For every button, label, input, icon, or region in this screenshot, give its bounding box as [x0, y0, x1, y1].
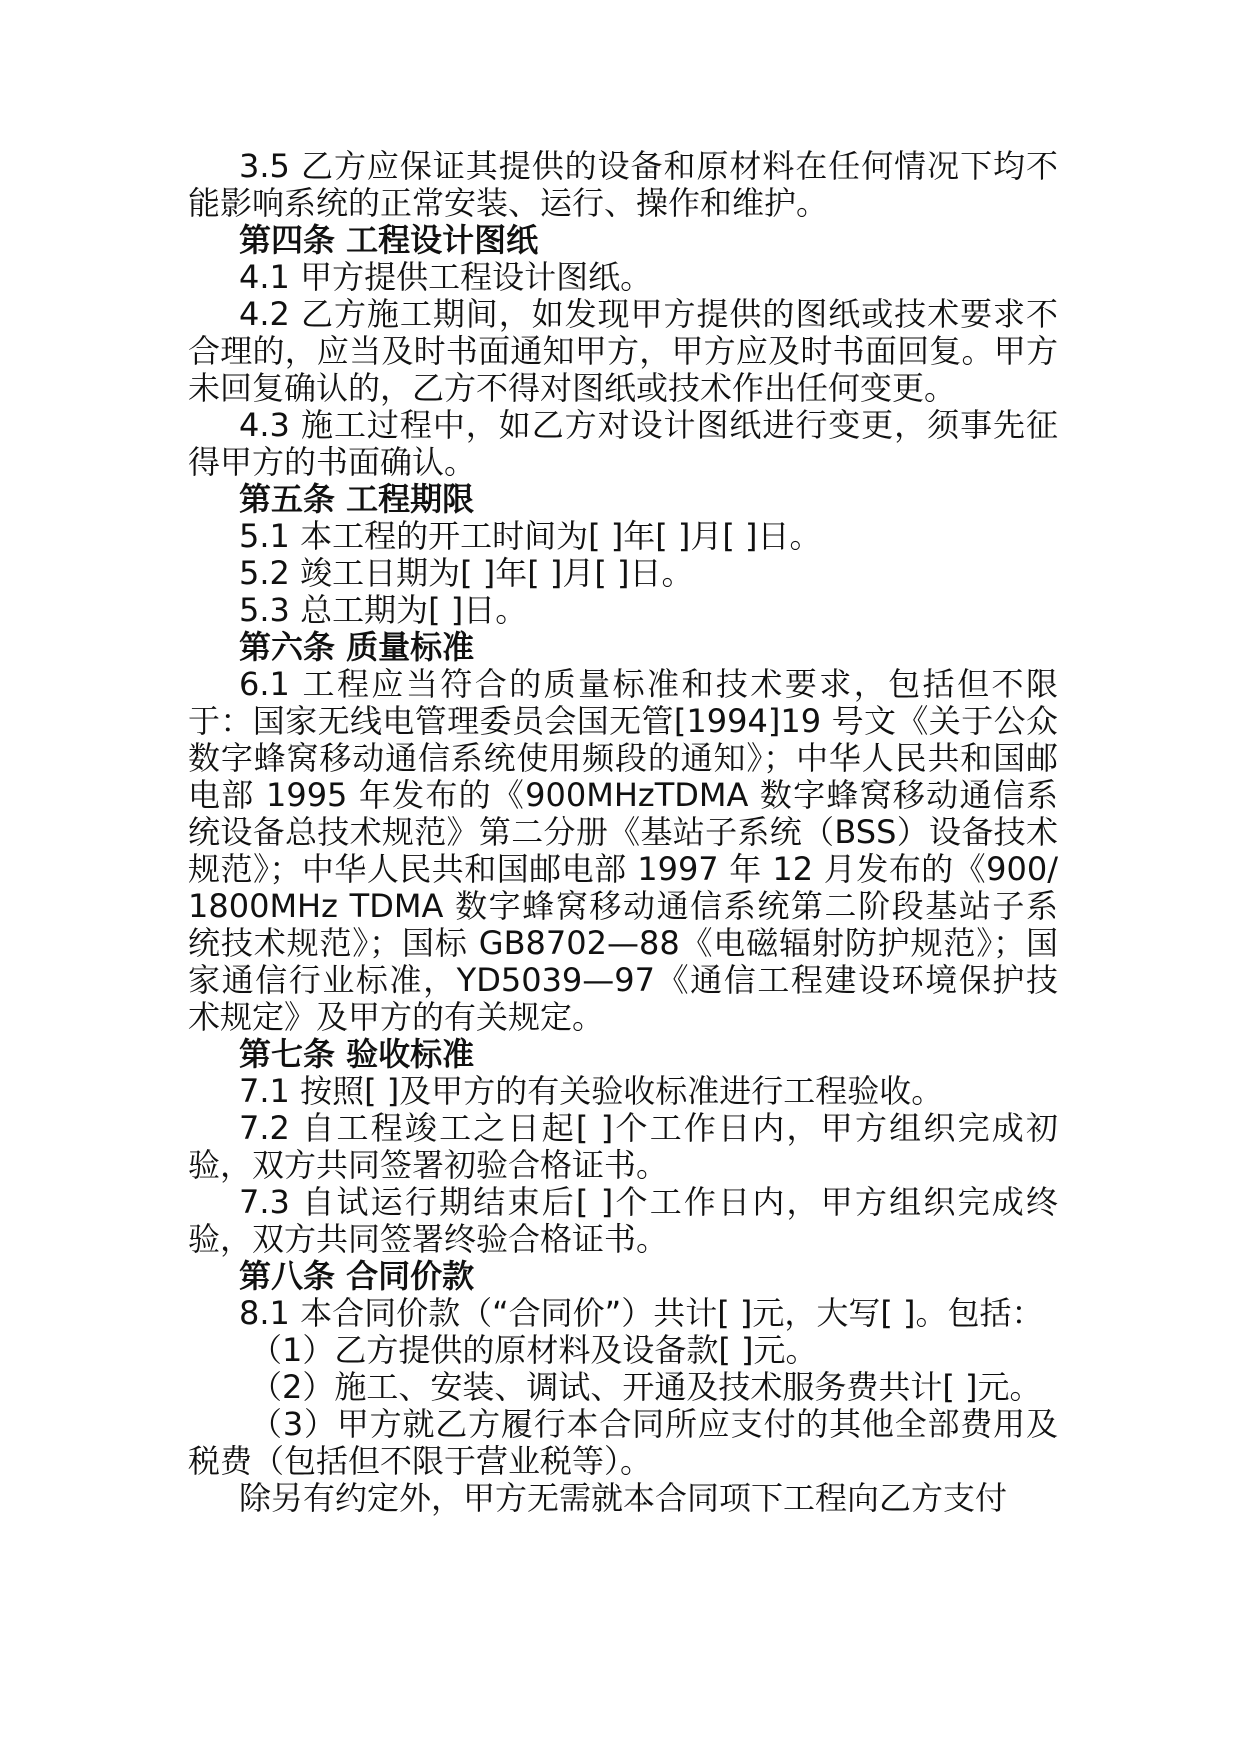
clause-7-2: 7.2 自工程竣工之日起[ ]个工作日内，甲方组织完成初验，双方共同签署初验合格证书。: [188, 1109, 1058, 1184]
clause-8-1: 8.1 本合同价款（“合同价”）共计[ ]元，大写[ ]。包括：: [239, 1294, 1044, 1332]
clause-7-3: 7.3 自试运行期结束后[ ]个工作日内，甲方组织完成终验，双方共同签署终验合格证书。: [188, 1183, 1058, 1258]
document-page: [188, 148, 1058, 1517]
clause-3-5: 3.5 乙方应保证其提供的设备和原材料在任何情况下均不能影响系统的正常安装、运行、操作和维护。: [188, 147, 1058, 222]
list-item-1: （1）乙方提供的原材料及设备款[ ]元。: [250, 1331, 818, 1369]
clause-6-1: 6.1 工程应当符合的质量标准和技术要求，包括但不限于：国家无线电管理委员会国无管[1994]19 号文《关于公众数字蜂窝移动通信系统使用频段的通知》；中华人民共和国邮电部 1995 年发布的《900MHzTDMA 数字蜂窝移动通信系统设备总技术规范》第二分册《基站子系统（BSS）设备技术规范》；中华人民共和国邮电部 1997 年 12 月发布的《900/1800MHz TDMA 数字蜂窝移动通信系统第二阶段基站子系统技术规范》；国标 GB8702—88《电磁辐射防护规范》；国家通信行业标准，YD5039—97《通信工程建设环境保护技术规定》及甲方的有关规定。: [188, 665, 1058, 1036]
list-item-3: （3）甲方就乙方履行本合同所应支付的其他全部费用及税费（包括但不限于营业税等）。: [188, 1405, 1058, 1480]
article-5-heading: 第五条 工程期限: [239, 480, 475, 518]
clause-5-3: 5.3 总工期为[ ]日。: [239, 591, 528, 629]
clause-4-2: 4.2 乙方施工期间，如发现甲方提供的图纸或技术要求不合理的，应当及时书面通知甲方，甲方应及时书面回复。甲方未回复确认的，乙方不得对图纸或技术作出任何变更。: [188, 295, 1058, 407]
article-6-heading: 第六条 质量标准: [239, 628, 475, 666]
clause-5-2: 5.2 竣工日期为[ ]年[ ]月[ ]日。: [239, 554, 694, 592]
list-item-2: （2）施工、安装、调试、开通及技术服务费共计[ ]元。: [250, 1368, 1042, 1406]
article-8-heading: 第八条 合同价款: [239, 1257, 475, 1295]
clause-4-1: 4.1 甲方提供工程设计图纸。: [239, 258, 653, 296]
article-7-heading: 第七条 验收标准: [239, 1035, 475, 1073]
clause-7-1: 7.1 按照[ ]及甲方的有关验收标准进行工程验收。: [239, 1072, 944, 1110]
clause-4-3: 4.3 施工过程中，如乙方对设计图纸进行变更，须事先征得甲方的书面确认。: [188, 406, 1058, 481]
article-4-heading: 第四条 工程设计图纸: [239, 221, 539, 259]
closing-paragraph: 除另有约定外，甲方无需就本合同项下工程向乙方支付: [239, 1479, 1008, 1517]
clause-5-1: 5.1 本工程的开工时间为[ ]年[ ]月[ ]日。: [239, 517, 822, 555]
